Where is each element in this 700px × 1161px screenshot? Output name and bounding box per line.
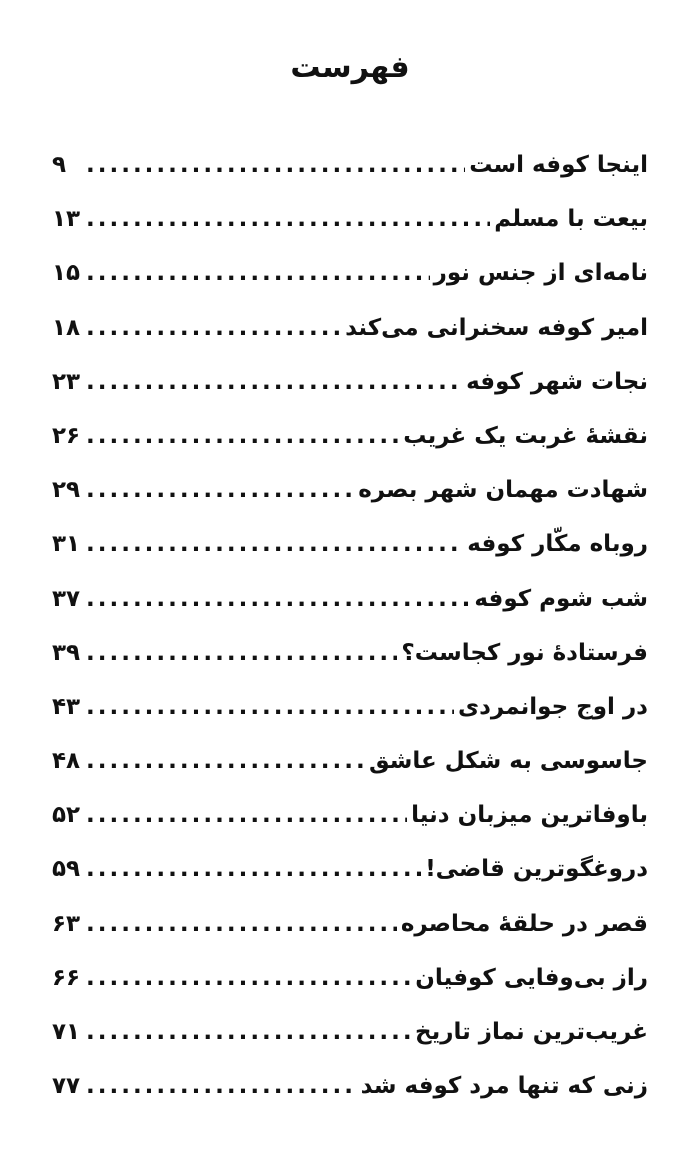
toc-dot-leader [86, 1073, 357, 1099]
toc-entry-page: ۱۵ [52, 260, 81, 287]
toc-dot-leader [86, 694, 454, 720]
toc-entry-page: ۳۷ [52, 585, 81, 612]
toc-entry-page: ۵۲ [52, 802, 81, 829]
toc-entry-page: ۳۹ [52, 639, 81, 666]
table-of-contents [52, 152, 648, 1127]
toc-entry-title: روباه مکّار کوفه [467, 531, 648, 558]
toc-entry [52, 315, 648, 369]
toc-dot-leader [86, 260, 430, 286]
toc-entry-title: نقشهٔ غربت یک غریب [403, 422, 648, 449]
toc-entry-title: فرستادهٔ نور کجاست؟ [401, 639, 648, 666]
toc-entry-page: ۵۹ [52, 856, 81, 883]
toc-entry-page: ۳۱ [52, 531, 81, 558]
toc-dot-leader [86, 965, 411, 991]
toc-entry-title: جاسوسی به شکل عاشق [369, 748, 648, 775]
toc-dot-leader [86, 206, 490, 232]
toc-entry-page: ۷۱ [52, 1019, 81, 1045]
toc-entry [52, 477, 648, 531]
toc-entry-title: دروغگوترین قاضی! [425, 856, 648, 883]
toc-dot-leader [86, 1019, 411, 1045]
toc-entry-page: ۲۶ [52, 422, 81, 449]
toc-dot-leader [86, 911, 397, 937]
toc-entry-title: امیر کوفه سخنرانی می‌کند [345, 314, 648, 341]
toc-entry [52, 152, 648, 206]
toc-dot-leader [86, 477, 354, 503]
toc-entry-page: ۲۹ [52, 477, 81, 504]
toc-dot-leader [86, 152, 465, 178]
toc-entry-title: غریب‌ترین نماز تاریخ [415, 1019, 648, 1045]
toc-entry-page: ۱۳ [52, 206, 81, 233]
toc-dot-leader [86, 369, 462, 395]
toc-entry [52, 1073, 648, 1127]
toc-entry [52, 965, 648, 1019]
toc-entry [52, 206, 648, 260]
toc-entry [52, 748, 648, 802]
toc-entry [52, 640, 648, 694]
toc-entry-title: راز بی‌وفایی کوفیان [415, 964, 648, 991]
toc-entry-title: نجات شهر کوفه [466, 368, 648, 395]
toc-entry-title: شهادت مهمان شهر بصره [358, 477, 648, 504]
toc-entry [52, 369, 648, 423]
toc-entry-title: اینجا کوفه است [469, 152, 648, 178]
toc-entry-title: بیعت با مسلم [494, 206, 648, 233]
toc-dot-leader [86, 315, 341, 341]
toc-dot-leader [86, 748, 365, 774]
toc-entry-page: ۹ [52, 152, 67, 178]
toc-dot-leader [86, 586, 470, 612]
toc-dot-leader [86, 802, 407, 828]
toc-entry [52, 260, 648, 314]
toc-entry [52, 1019, 648, 1073]
toc-entry-title: نامه‌ای از جنس نور [433, 260, 648, 287]
toc-entry-page: ۷۷ [52, 1073, 81, 1100]
toc-entry [52, 531, 648, 585]
toc-dot-leader [86, 423, 399, 449]
toc-entry-title: باوفاترین میزبان دنیا [411, 802, 648, 829]
toc-dot-leader [86, 856, 421, 882]
toc-entry-page: ۱۸ [52, 314, 81, 341]
toc-entry [52, 586, 648, 640]
toc-entry-title: قصر در حلقهٔ محاصره [400, 910, 648, 937]
toc-entry [52, 911, 648, 965]
toc-entry-page: ۴۸ [52, 748, 81, 775]
toc-entry-title: شب شوم کوفه [474, 585, 648, 612]
toc-dot-leader [86, 640, 397, 666]
toc-entry [52, 802, 648, 856]
toc-entry [52, 423, 648, 477]
toc-entry [52, 856, 648, 910]
toc-entry [52, 694, 648, 748]
toc-dot-leader [86, 531, 463, 557]
toc-entry-title: در اوج جوانمردی [458, 693, 648, 720]
page-title: فهرست [290, 50, 410, 85]
toc-entry-page: ۶۶ [52, 964, 81, 991]
toc-entry-page: ۴۳ [52, 693, 81, 720]
toc-entry-page: ۲۳ [52, 368, 81, 395]
toc-entry-page: ۶۳ [52, 910, 81, 937]
toc-entry-title: زنی که تنها مرد کوفه شد [360, 1073, 648, 1100]
